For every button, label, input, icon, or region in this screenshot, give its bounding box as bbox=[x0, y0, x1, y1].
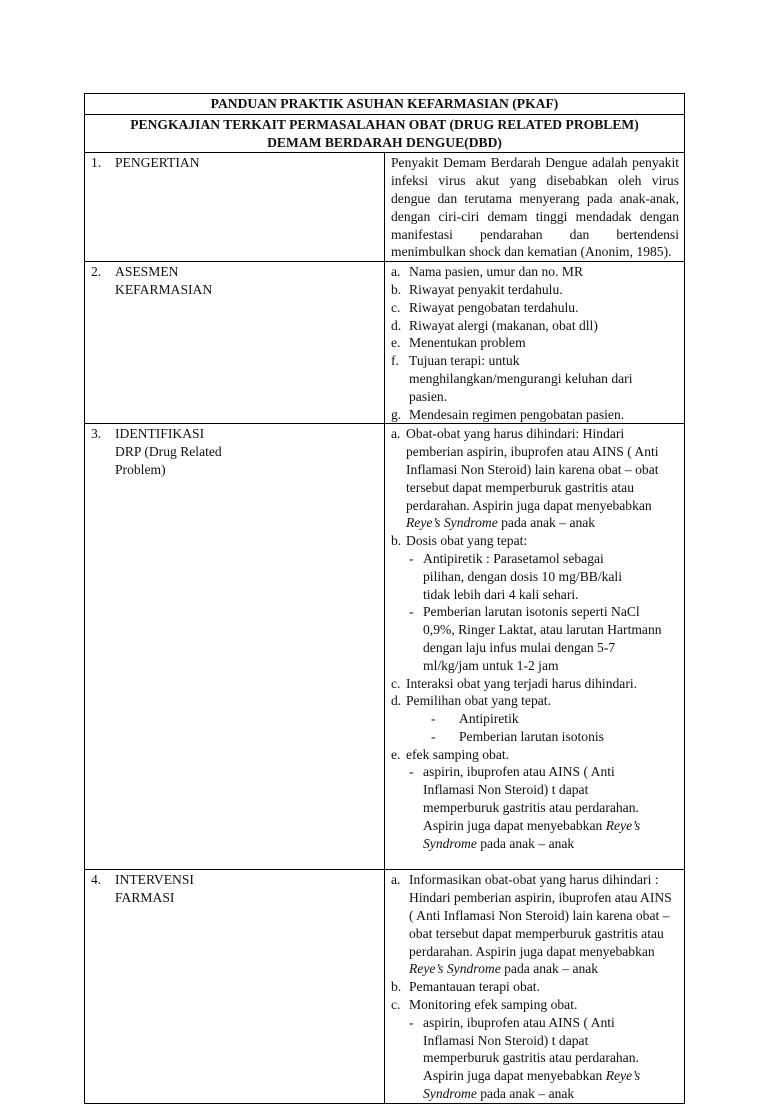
sub-list-item: - aspirin, ibuprofen atau AINS ( Anti Inflamasi Non Steroid) t dapat memperburuk gastritis atau perdarahan. Aspirin juga dapat menyebabkan Reye’s Syndrome pada anak – anak bbox=[409, 1014, 641, 1102]
sub-list-item: - Antipiretik bbox=[431, 711, 519, 727]
sub-list-item: - Pemberian larutan isotonis bbox=[431, 728, 604, 744]
document-title: PANDUAN PRAKTIK ASUHAN KEFARMASIAN (PKAF) bbox=[85, 94, 685, 115]
list-item: g. Mendesain regimen pengobatan pasien. bbox=[391, 406, 625, 422]
header-row-1 bbox=[85, 94, 685, 115]
pkaf-table bbox=[84, 93, 685, 1104]
document-page bbox=[84, 93, 685, 1104]
pengertian-text: Penyakit Demam Berdarah Dengue adalah penyakit infeksi virus akut yang disebabkan oleh virus dengue dan terutama menyerang pada anak-anak, dengan ciri-ciri demam tinggi mendadak dengan manifestasi pendarahan dan bertendensi menimbulkan shock dan kematian (Anonim, 1985). bbox=[385, 153, 685, 262]
section-label: INTERVENSI bbox=[115, 872, 194, 888]
section-number: 3. bbox=[91, 426, 102, 442]
section-label: IDENTIFIKASI bbox=[115, 426, 205, 442]
list-item: b. Riwayat penyakit terdahulu. bbox=[391, 281, 563, 297]
sub-list-item: - aspirin, ibuprofen atau AINS ( Anti Inflamasi Non Steroid) t dapat memperburuk gastritis atau perdarahan. Aspirin juga dapat menyebabkan Reye’s Syndrome pada anak – anak bbox=[409, 764, 641, 851]
list-item: d. Pemilihan obat yang tepat. bbox=[391, 693, 551, 709]
list-item: e. efek samping obat. bbox=[391, 746, 510, 762]
header-row-2 bbox=[85, 114, 685, 153]
intervensi-list bbox=[385, 870, 685, 1103]
section-number: 2. bbox=[91, 264, 102, 280]
list-item: c. Riwayat pengobatan terdahulu. bbox=[391, 299, 579, 315]
list-item: c. Monitoring efek samping obat. bbox=[391, 997, 578, 1013]
section-label: PENGERTIAN bbox=[115, 155, 200, 171]
section-label: Problem) bbox=[115, 461, 166, 477]
sub-list-item: - Pemberian larutan isotonis seperti NaCl 0,9%, Ringer Laktat, atau larutan Hartmann dengan laju infus mulai dengan 5-7 ml/kg/jam untuk 1-2 jam bbox=[409, 604, 662, 673]
list-item: c. Interaksi obat yang terjadi harus dihindari. bbox=[391, 675, 638, 691]
list-item: e. Menentukan problem bbox=[391, 335, 526, 351]
list-item: a. Obat-obat yang harus dihindari: Hindari pemberian aspirin, ibuprofen atau AINS ( Anti Inflamasi Non Steroid) lain karena obat – obat tersebut dapat memperburuk gastritis atau perdarahan. Aspirin juga dapat menyebabkan Reye’s Syndrome pada anak – anak bbox=[391, 426, 659, 531]
list-item: d. Riwayat alergi (makanan, obat dll) bbox=[391, 317, 598, 333]
section-pengertian bbox=[85, 153, 685, 262]
list-item: b. Pemantauan terapi obat. bbox=[391, 979, 540, 995]
section-label: ASESMEN bbox=[115, 264, 179, 280]
list-item: b. Dosis obat yang tepat: bbox=[391, 533, 528, 549]
section-identifikasi-drp bbox=[85, 424, 685, 870]
section-label: KEFARMASIAN bbox=[115, 281, 213, 297]
sub-list-item: - Antipiretik : Parasetamol sebagai pilihan, dengan dosis 10 mg/BB/kali tidak lebih dari 4 kali sehari. bbox=[409, 550, 622, 602]
section-number: 4. bbox=[91, 872, 102, 888]
section-label: DRP (Drug Related bbox=[115, 444, 222, 460]
list-item: f. Tujuan terapi: untuk menghilangkan/mengurangi keluhan dari pasien. bbox=[391, 353, 633, 404]
document-topic: DEMAM BERDARAH DENGUE(DBD) bbox=[267, 134, 502, 150]
asesmen-list bbox=[385, 262, 685, 424]
list-item: a. Informasikan obat-obat yang harus dihindari : Hindari pemberian aspirin, ibuprofen atau AINS ( Anti Inflamasi Non Steroid) lain karena obat – obat tersebut dapat memperburuk gastritis atau perdarahan. Aspirin juga dapat menyebabkan Reye’s Syndrome pada anak – anak bbox=[391, 872, 672, 977]
document-subtitle: PENGKAJIAN TERKAIT PERMASALAHAN OBAT (DRUG RELATED PROBLEM) bbox=[130, 116, 639, 132]
section-label: FARMASI bbox=[115, 890, 175, 906]
section-number: 1. bbox=[91, 155, 102, 171]
drp-list bbox=[385, 424, 685, 870]
section-asesmen bbox=[85, 262, 685, 424]
list-item: a. Nama pasien, umur dan no. MR bbox=[391, 264, 584, 280]
section-intervensi-farmasi bbox=[85, 870, 685, 1103]
